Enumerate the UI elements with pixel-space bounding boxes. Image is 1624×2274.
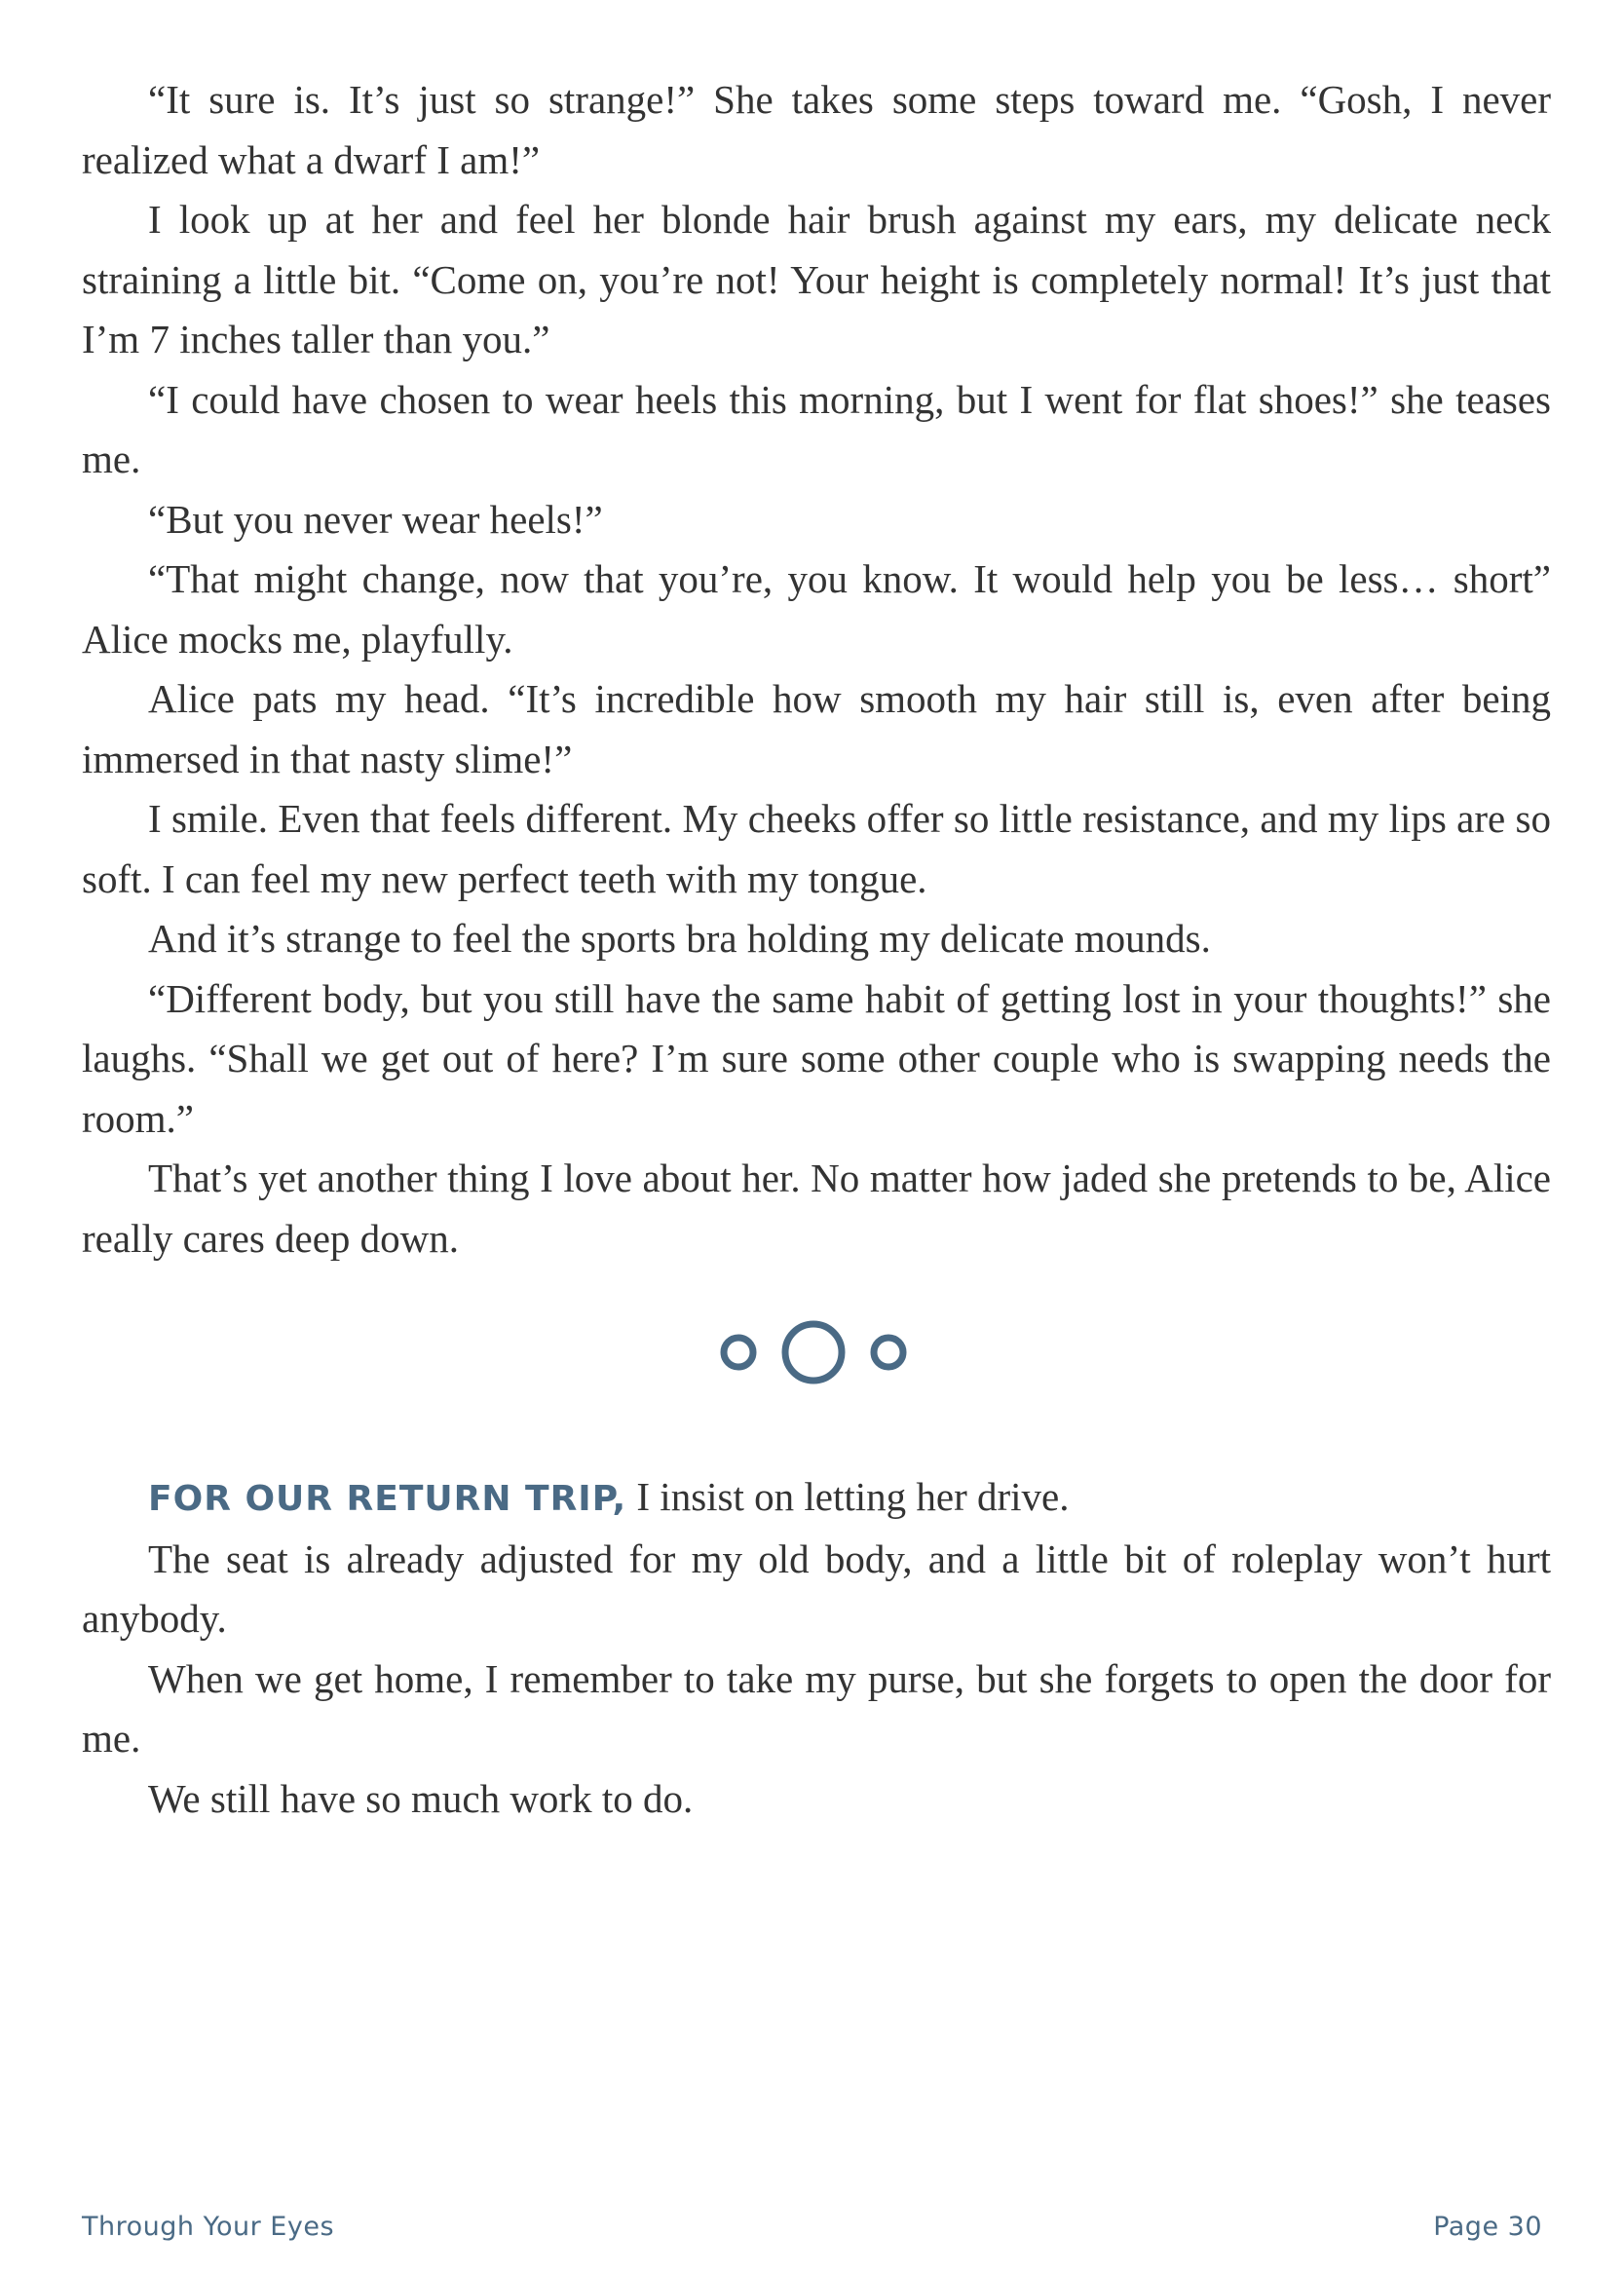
footer-page-number: Page 30 <box>1433 2212 1542 2242</box>
paragraph: The seat is already adjusted for my old body, and a little bit of roleplay won’t hurt anybody. <box>82 1535 1551 1641</box>
paragraph: “That might change, now that you’re, you know. It would help you be less… short” Alice mocks me, playfully. <box>82 556 1551 662</box>
footer-book-title: Through Your Eyes <box>82 2212 335 2242</box>
paragraph: We still have so much work to do. <box>148 1775 694 1821</box>
opening-paragraph-text: I insist on letting her drive. <box>626 1474 1070 1519</box>
small-circle-left <box>724 1338 753 1367</box>
section-lead-in: FOR OUR RETURN TRIP, <box>148 1479 627 1519</box>
paragraph: “It sure is. It’s just so strange!” She takes some steps toward me. “Gosh, I never realized what a dwarf I am!” <box>82 77 1551 182</box>
opening-paragraph <box>82 1467 1551 1530</box>
paragraph: “But you never wear heels!” <box>148 496 603 542</box>
paragraph: And it’s strange to feel the sports bra holding my delicate mounds. <box>148 916 1211 961</box>
paragraph: “Different body, but you still have the same habit of getting lost in your thoughts!” she laughs. “Shall we get out of here? I’m sure some other couple who is swapping needs the room.” <box>82 975 1551 1141</box>
body-text-section-one <box>82 70 1551 1269</box>
paragraph: I smile. Even that feels different. My cheeks offer so little resistance, and my lips are so soft. I can feel my new perfect teeth with my tongue. <box>82 796 1551 901</box>
paragraph: I look up at her and feel her blonde hair brush against my ears, my delicate neck straining a little bit. “Come on, you’re not! Your height is completely normal! It’s just that I’m 7 inches taller than you.” <box>82 197 1551 361</box>
paragraph: Alice pats my head. “It’s incredible how smooth my hair still is, even after being immersed in that nasty slime!” <box>82 676 1551 781</box>
paragraph: That’s yet another thing I love about her. No matter how jaded she pretends to be, Alice really cares deep down. <box>82 1156 1551 1261</box>
body-text-section-two <box>82 1467 1551 1829</box>
large-circle-center <box>785 1324 842 1381</box>
paragraph: “I could have chosen to wear heels this morning, but I went for flat shoes!” she teases me. <box>82 376 1551 481</box>
paragraph: When we get home, I remember to take my purse, but she forgets to open the door for me. <box>82 1655 1551 1761</box>
small-circle-right <box>874 1338 903 1367</box>
scene-break-ornament-icon <box>711 1313 916 1391</box>
